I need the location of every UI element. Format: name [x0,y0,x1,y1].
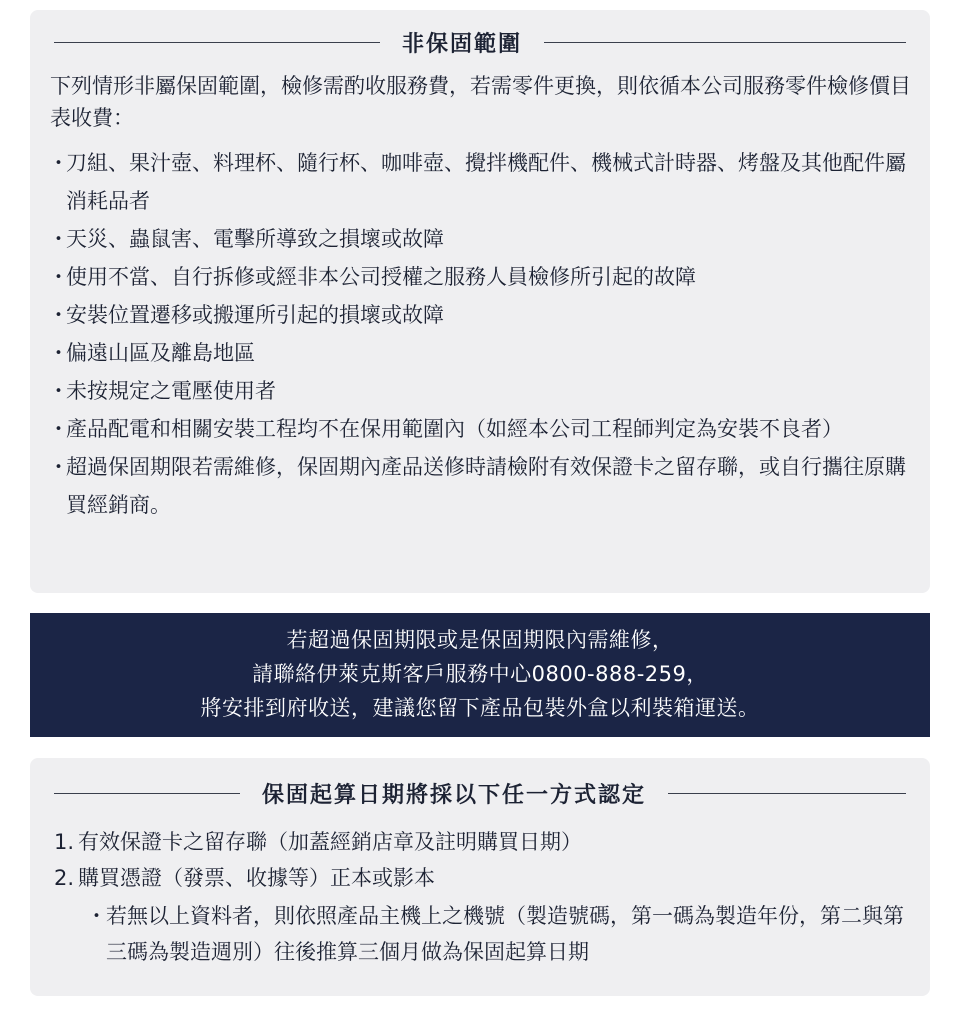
item-number: 1. [54,830,75,854]
list-item [54,824,914,860]
list-item: ・ 超過保固期限若需維修，保固期內產品送修時請檢附有效保證卡之留存聯，或自行攜往原購買經銷商。 [48,448,922,524]
list-item: ・ 安裝位置遷移或搬運所引起的損壞或故障 [48,296,922,334]
item-text: 購買憑證（發票、收據等）正本或影本 [78,866,436,890]
heading-rule-left [54,42,380,43]
item-text: 有效保證卡之留存聯（加蓋經銷店章及註明購買日期） [78,830,583,854]
bullet-dot: ・ [48,303,69,327]
bullet-dot: ・ [48,455,69,479]
heading-rule-right [668,793,906,794]
list-item: ・ 使用不當、自行拆修或經非本公司授權之服務人員檢修所引起的故障 [48,258,922,296]
bullet-dot: ・ [48,227,69,251]
non-warranty-card [30,10,930,593]
list-item [54,860,914,896]
warranty-start-heading-row [30,778,930,808]
list-item: ・ 刀組、果汁壺、料理杯、隨行杯、咖啡壺、攪拌機配件、機械式計時器、烤盤及其他配件屬消耗品者 [48,144,922,220]
bullet-dot: ・ [48,379,69,403]
note-text: 若無以上資料者，則依照產品主機上之機號（製造號碼，第一碼為製造年份，第二與第三碼為製造週別）往後推算三個月做為保固起算日期 [106,904,904,964]
bullet-dot: ・ [48,151,69,175]
warranty-start-note [86,898,906,970]
warranty-start-list [54,824,914,896]
bullet-dot: ・ [48,341,69,365]
non-warranty-list [48,144,922,524]
list-item: ・ 天災、蟲鼠害、電擊所導致之損壞或故障 [48,220,922,258]
bullet-dot: ・ [48,265,69,289]
banner-line: 若超過保固期限或是保固期限內需維修， [286,628,674,652]
item-number: 2. [54,866,75,890]
non-warranty-title: 非保固範圍 [402,31,523,57]
non-warranty-heading-row [30,27,930,57]
warranty-start-title: 保固起算日期將採以下任一方式認定 [262,782,647,808]
warranty-start-card [30,758,930,996]
list-item: ・ 產品配電和相關安裝工程均不在保用範圍內（如經本公司工程師判定為安裝不良者） [48,410,922,448]
heading-rule-right [544,42,906,43]
banner-line-hotline: 請聯絡伊萊克斯客戶服務中心0800-888-259， [252,662,708,686]
non-warranty-intro: 下列情形非屬保固範圍，檢修需酌收服務費，若需零件更換，則依循本公司服務零件檢修價目表收費： [50,74,911,130]
customer-service-banner [30,613,930,737]
list-item: ・ 未按規定之電壓使用者 [48,372,922,410]
bullet-dot: ・ [48,417,69,441]
banner-line: 將安排到府收送，建議您留下產品包裝外盒以利裝箱運送。 [200,696,760,720]
bullet-dot: ・ [86,904,107,928]
list-item: ・ 偏遠山區及離島地區 [48,334,922,372]
heading-rule-left [54,793,240,794]
